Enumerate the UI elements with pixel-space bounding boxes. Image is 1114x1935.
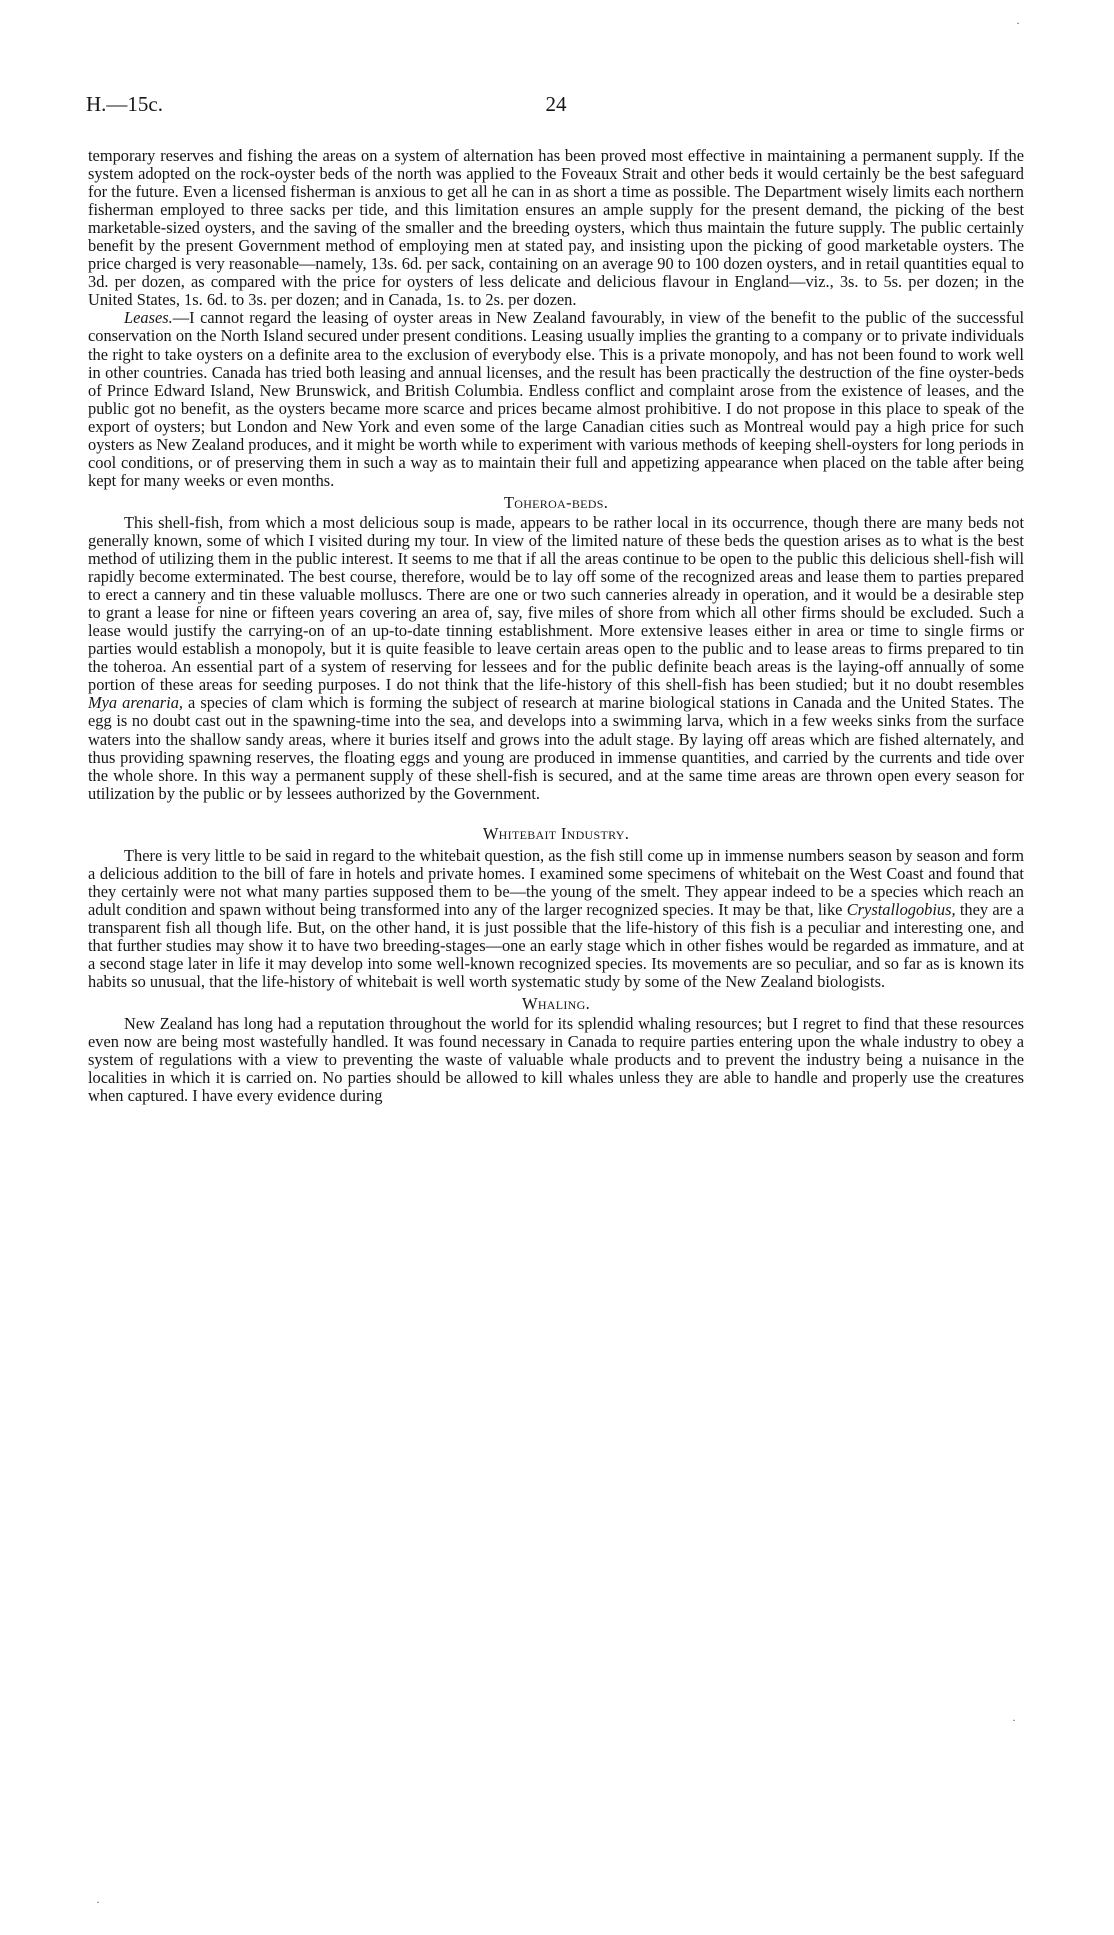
whitebait-text-b: they are a transparent fish all though life. But, on the other hand, it is just possible that the life-history of this fish is a peculiar and interesting one, and that further studies may show it to have two breeding-stages—one an early stage which in other fishes would be regarded as immature, and at a second stage later in life it may develop into some well-known recognized species. Its movements are so peculiar, and so far as is known its habits so unusual, that the life-history of whitebait is well worth systematic study by some of the New Zealand biologists.: [88, 899, 1024, 992]
species-crystallogobius: Crystallogobius,: [846, 899, 956, 919]
page-number: 24: [545, 92, 567, 116]
leases-term: Leases.: [124, 308, 173, 328]
leases-text: —I cannot regard the leasing of oyster areas in New Zealand favourably, in view of the benefit to the public of the successful conservation on the North Island secured under present conditions. Leasing usually implies the granting to a company or to private individuals the right to take oysters on a definite area to the exclusion of everybody else. This is a private monopoly, and has not been found to work well in other countries. Canada has tried both leasing and annual licenses, and the result has been practically the destruction of the fine oyster-beds of Prince Edward Island, New Brunswick, and British Columbia. Endless conflict and complaint arose from the existence of leases, and the public got no benefit, as the oysters became more scarce and prices became almost prohibitive. I do not propose in this place to speak of the export of oysters; but London and New York and even some of the large Canadian cities such as Montreal would pay a high price for such oysters as New Zealand produces, and it might be worth while to experiment with various methods of keeping shell-oysters for long periods in cool conditions, or of preserving them in such a way as to maintain their full and appetizing appearance when placed on the table after being kept for many weeks or even months.: [88, 308, 1024, 490]
paragraph-leases: [88, 309, 1024, 489]
whitebait-text-a: There is very little to be said in regard to the whitebait question, as the fish still come up in immense numbers season by season and form a delicious addition to the bill of fare in hotels and private homes. I examined some specimens of whitebait on the West Coast and found that they certainly were not what many parties supposed them to be—the young of the smelt. They appear indeed to be a species which reach an adult condition and spawn without being transformed into any of the larger recognized species. It may be that, like: [88, 845, 1024, 919]
toheroa-text-a: This shell-fish, from which a most delicious soup is made, appears to be rather local in its occurrence, though there are many beds not generally known, some of which I visited during my tour. In view of the limited nature of these beds the question arises as to what is the best method of utilizing them in the public interest. It seems to me that if all the areas continue to be open to the public this delicious shell-fish will rapidly become exterminated. The best course, therefore, would be to lay off some of the recognized areas and lease them to parties prepared to erect a cannery and tin these valuable molluscs. There are one or two such canneries already in operation, and it would be a desirable step to grant a lease for nine or fifteen years covering an area of, say, five miles of shore from which all other firms should be excluded. Such a lease would justify the carrying-on of an up-to-date tinning establishment. More extensive leases either in area or time to single firms or parties would establish a monopoly, but it is quite feasible to leave certain areas open to the public and to lease areas to firms prepared to tin the toheroa. An essential part of a system of reserving for lessees and for the public definite beach areas is the laying-off annually of some portion of these areas for seeding purposes. I do not think that the life-history of this shell-fish has been studied; but it no doubt resembles: [88, 512, 1024, 695]
margin-dot: ·: [96, 1895, 100, 1909]
margin-dot: ·: [1012, 1713, 1016, 1727]
paragraph-whaling: New Zealand has long had a reputation throughout the world for its splendid whaling resources; but I regret to find that these resources even now are being most wastefully handled. It was found necessary in Canada to require parties entering upon the whale industry to obey a system of regulations with a view to preventing the waste of valuable whale products and to prevent the industry being a nuisance in the localities in which it is carried on. No parties should be allowed to kill whales unless they are able to handle and properly use the creatures when captured. I have every evidence during: [88, 1014, 1024, 1106]
toheroa-text-b: a species of clam which is forming the subject of research at marine biological stations in Canada and the United States. The egg is no doubt cast out in the spawning-time into the sea, and develops into a swimming larva, which in a few weeks sinks from the surface waters into the shallow sandy areas, where it buries itself and grows into the adult stage. By laying off areas which are fished alternately, and thus providing spawning reserves, the floating eggs and young are produced in immense quantities, and carried by the currents and tide over the whole shore. In this way a permanent supply of these shell-fish is secured, and at the same time areas are thrown open every season for utilization by the public or by lessees authorized by the Government.: [88, 693, 1024, 803]
heading-whitebait-industry: Whitebait Industry.: [482, 823, 630, 843]
page-header: [86, 92, 1026, 124]
paragraph-whitebait: [88, 847, 1024, 991]
heading-toheroa-beds: Toheroa-beds.: [503, 492, 609, 512]
heading-whaling: Whaling.: [521, 994, 591, 1014]
report-reference: H.—15c.: [86, 92, 163, 116]
species-mya-arenaria: Mya arenaria,: [88, 693, 184, 713]
paragraph-toheroa: [88, 514, 1024, 803]
margin-dot: ·: [1016, 16, 1020, 30]
body-text: [88, 147, 1024, 1105]
paragraph-oyster-continuation: temporary reserves and fishing the areas on a system of alternation has been proved most effective in maintaining a permanent supply. If the system adopted on the rock-oyster beds of the north was applied to the Foveaux Strait and other beds it would certainly be the best safeguard for the future. Even a licensed fisherman is anxious to get all he can in as short a time as possible. The Department wisely limits each northern fisherman employed to three sacks per tide, and this limitation ensures an ample supply for the present demand, the picking of the best marketable-sized oysters, and the saving of the smaller and the breeding oysters, which thus maintain the future supply. The public certainly benefit by the present Government method of employing men at stated pay, and insisting upon the picking of good marketable oysters. The price charged is very reasonable—namely, 13s. 6d. per sack, containing on an average 90 to 100 dozen oysters, and in retail quantities equal to 3d. per dozen, as compared with the price for oysters of less delicate and delicious flavour in England—viz., 3s. to 5s. per dozen; in the United States, 1s. 6d. to 3s. per dozen; and in Canada, 1s. to 2s. per dozen.: [88, 146, 1024, 310]
